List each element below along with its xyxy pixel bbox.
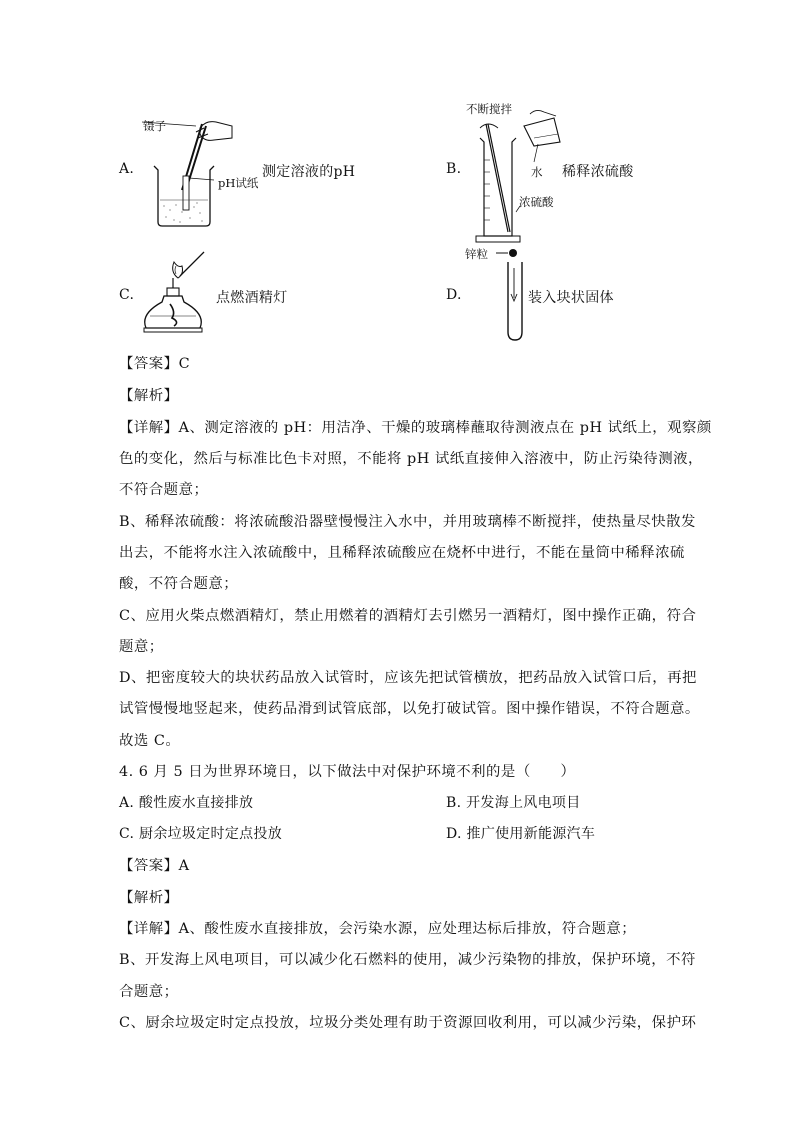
q3-analysis-title: 【解析】: [119, 388, 179, 404]
q4-answer: 【答案】A: [119, 858, 190, 874]
stir-label: 不断搅拌: [466, 102, 512, 116]
option-b-caption: 稀释浓硫酸: [562, 164, 634, 180]
q3-analysis-line: 酸，不符合题意；: [119, 576, 239, 592]
q4-stem: 4. 6 月 5 日为世界环境日，以下做法中对保护环境不利的是（ ）: [119, 764, 576, 780]
option-d-caption: 装入块状固体: [528, 290, 614, 306]
q4-analysis-line: C、厨余垃圾定时定点投放，垃圾分类处理有助于资源回收利用，可以减少污染，保护环: [119, 1015, 697, 1031]
q3-analysis-line: 【详解】A、测定溶液的 pH：用洁净、干燥的玻璃棒蘸取待测液点在 pH 试纸上，观察颜: [119, 420, 712, 436]
q4-analysis-line: 【详解】A、酸性废水直接排放，会污染水源，应处理达标后排放，符合题意；: [119, 921, 637, 937]
q3-analysis-line: 不符合题意；: [119, 482, 209, 498]
q4-option-a: A. 酸性废水直接排放: [119, 795, 254, 811]
q3-analysis-line: B、稀释浓硫酸：将浓硫酸沿器壁慢慢注入水中，并用玻璃棒不断搅拌，使热量尽快散发: [119, 514, 696, 530]
q4-analysis-line: B、开发海上风电项目，可以减少化石燃料的使用，减少污染物的排放，保护环境，不符: [119, 952, 696, 968]
option-c-caption: 点燃酒精灯: [216, 290, 288, 306]
q3-analysis-line: 出去，不能将水注入浓硫酸中，且稀释浓硫酸应在烧杯中进行，不能在量筒中稀释浓硫: [119, 545, 685, 561]
q3-analysis-line: C、应用火柴点燃酒精灯，禁止用燃着的酒精灯去引燃另一酒精灯，图中操作正确，符合: [119, 608, 697, 624]
q4-analysis-title: 【解析】: [119, 890, 179, 906]
option-a-letter: A.: [119, 161, 135, 177]
figure-test-tube: [496, 244, 530, 344]
conc-acid-label: 浓硫酸: [519, 195, 554, 209]
q3-analysis-line: 题意；: [119, 639, 164, 655]
q4-analysis-line: 合题意；: [119, 984, 179, 1000]
q4-option-d: D. 推广使用新能源汽车: [446, 826, 596, 842]
ph-paper-label: pH试纸: [218, 176, 259, 190]
option-c-letter: C.: [119, 287, 135, 303]
figure-alcohol-lamp: [140, 248, 210, 343]
q3-analysis-line: D、把密度较大的块状药品放入试管时，应该先把试管横放，把药品放入试管口后，再把: [119, 670, 697, 686]
q4-option-b: B. 开发海上风电项目: [446, 795, 581, 811]
q3-analysis-line: 色的变化，然后与标准比色卡对照，不能将 pH 试纸直接伸入溶液中，防止污染待测液，: [119, 451, 703, 467]
water-label: 水: [531, 165, 543, 179]
figure-dilute-acid: [472, 100, 572, 250]
option-b-letter: B.: [446, 161, 462, 177]
q3-answer: 【答案】C: [119, 356, 191, 372]
option-d-letter: D.: [446, 287, 462, 303]
q3-analysis-line: 试管慢慢地竖起来，使药品滑到试管底部，以免打破试管。图中操作错误，不符合题意。: [119, 701, 700, 717]
q3-analysis-line: 故选 C。: [119, 733, 181, 749]
tweezers-label: 镊子: [143, 119, 166, 133]
option-a-caption: 测定溶液的pH: [262, 164, 356, 180]
q4-option-c: C. 厨余垃圾定时定点投放: [119, 826, 283, 842]
zinc-label: 锌粒: [465, 247, 488, 261]
